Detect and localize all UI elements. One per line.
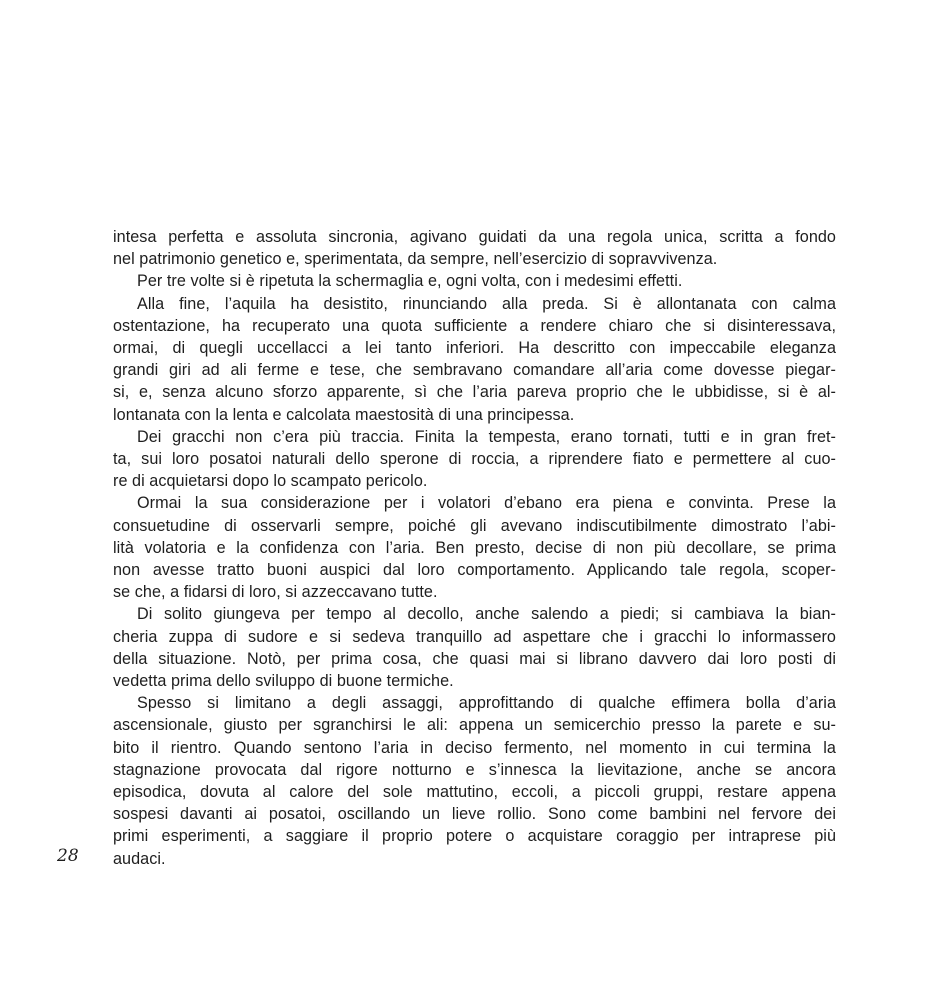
text-line: bito il rientro. Quando sentono l’aria in deciso fermento, nel momento in cui termina la: [113, 738, 836, 757]
paragraph: [113, 492, 836, 603]
text-line: lontanata con la lenta e calcolata maestosità di una principessa.: [113, 405, 575, 424]
text-line: della situazione. Notò, per prima cosa, che quasi mai si librano davvero dai loro posti di: [113, 649, 836, 668]
page-number: 28: [57, 846, 79, 866]
text-line: nel patrimonio genetico e, sperimentata, da sempre, nell’esercizio di sopravvivenza.: [113, 250, 718, 269]
text-line: se che, a fidarsi di loro, si azzeccavano tutte.: [113, 583, 438, 602]
text-line: ascensionale, giusto per sgranchirsi le ali: appena un semicerchio presso la parete e su-: [113, 716, 836, 735]
text-line: intesa perfetta e assoluta sincronia, agivano guidati da una regola unica, scritta a fondo: [113, 228, 836, 246]
text-line: ta, sui loro posatoi naturali dello sperone di roccia, a riprendere fiato e permettere al cuo-: [113, 450, 836, 469]
text-line: non avesse tratto buoni auspici dal loro comportamento. Applicando tale regola, scoper-: [113, 561, 836, 580]
text-line: sospesi davanti ai posatoi, oscillando un lieve rollio. Sono come bambini nel fervore dei: [113, 805, 836, 824]
text-line: ostentazione, ha recuperato una quota sufficiente a rendere chiaro che si disinteressava,: [113, 316, 836, 335]
text-line: Dei gracchi non c’era più traccia. Finita la tempesta, erano tornati, tutti e in gran fret-: [137, 427, 836, 446]
paragraph: [113, 603, 836, 692]
paragraph: [113, 293, 836, 426]
paragraph: [113, 692, 836, 870]
text-line: lità volatoria e la confidenza con l’aria. Ben presto, decise di non più decollare, se prima: [113, 538, 836, 557]
text-line: ormai, di quegli uccellacci a lei tanto inferiori. Ha descritto con impeccabile eleganza: [113, 339, 836, 358]
text-line: Ormai la sua considerazione per i volatori d’ebano era piena e convinta. Prese la: [137, 494, 836, 513]
text-line: Di solito giungeva per tempo al decollo, anche salendo a piedi; si cambiava la bian-: [137, 605, 836, 624]
text-line: Per tre volte si è ripetuta la schermaglia e, ogni volta, con i medesimi effetti.: [137, 272, 683, 291]
paragraph: [113, 270, 836, 292]
body-text-block: [113, 226, 836, 870]
text-line: consuetudine di osservarli sempre, poiché gli avevano indiscutibilmente dimostrato l’abi-: [113, 516, 836, 535]
text-line: re di acquietarsi dopo lo scampato pericolo.: [113, 472, 428, 491]
paragraph: [113, 426, 836, 493]
text-line: episodica, dovuta al calore del sole mattutino, eccoli, a piccoli gruppi, restare appena: [113, 783, 836, 802]
text-line: stagnazione provocata dal rigore notturno e s’innesca la lievitazione, anche se ancora: [113, 760, 836, 779]
text-line: si, e, senza alcuno sforzo apparente, sì che l’aria pareva proprio che le ubbidisse, si è al-: [113, 383, 836, 402]
text-line: audaci.: [113, 849, 166, 868]
text-line: primi esperimenti, a saggiare il proprio potere o acquistare coraggio per intraprese più: [113, 827, 836, 846]
text-line: Spesso si limitano a degli assaggi, approfittando di qualche effimera bolla d’aria: [137, 694, 836, 713]
text-line: cheria zuppa di sudore e si sedeva tranquillo ad aspettare che i gracchi lo informassero: [113, 627, 836, 646]
paragraph: [113, 226, 836, 270]
text-line: vedetta prima dello sviluppo di buone termiche.: [113, 672, 454, 691]
text-line: grandi giri ad ali ferme e tese, che sembravano comandare all’aria come dovesse piegar-: [113, 361, 836, 380]
text-line: Alla fine, l’aquila ha desistito, rinunciando alla preda. Si è allontanata con calma: [137, 294, 836, 313]
